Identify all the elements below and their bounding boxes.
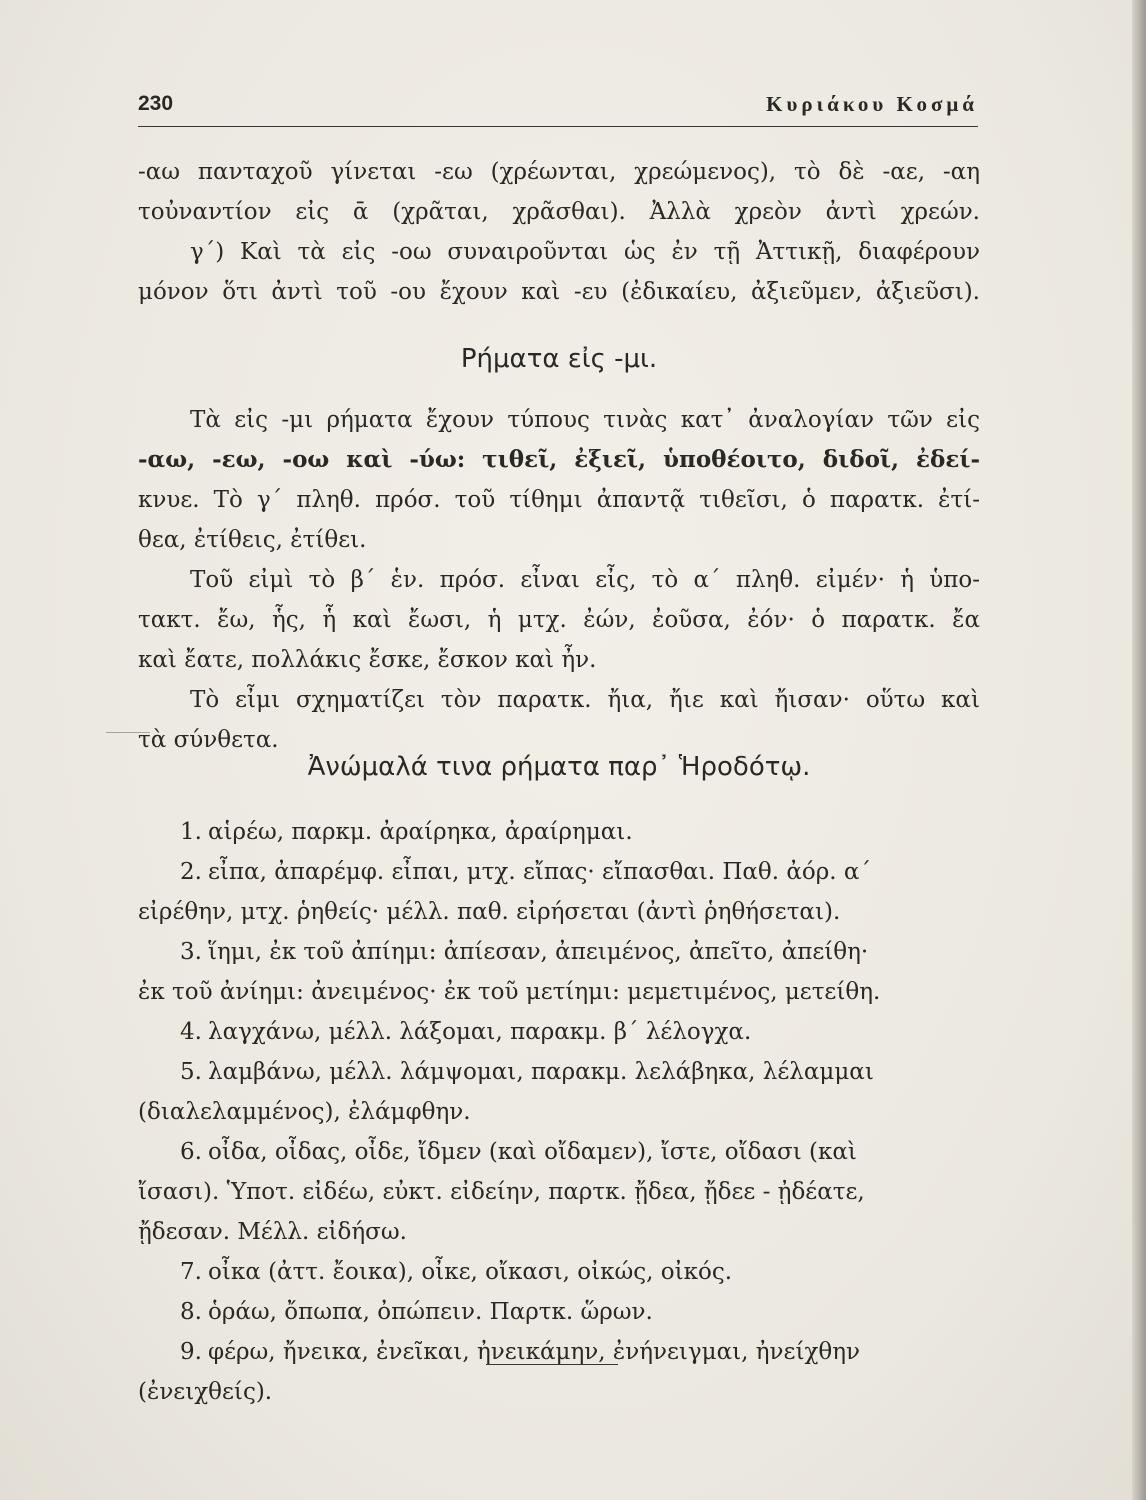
text-line: Τὸ εἶμι σχηματίζει τὸν παρατκ. ἤια, ἤιε καὶ ἤισαν· οὕτω καὶ [190,687,980,713]
text-line: Τὰ εἰς -μι ρήματα ἔχουν τύπους τινὰς κατ᾿ ἀναλογίαν τῶν εἰς [190,407,980,433]
list-number: 1. [180,819,202,845]
text-line: γ΄) Καὶ τὰ εἰς -οω συναιροῦνται ὡς ἐν τῇ Ἀττικῇ, διαφέρουν [190,239,980,265]
list-number: 7. [180,1259,202,1285]
mi-verbs-paragraph [138,400,980,760]
list-number: 2. [180,859,202,885]
list-number: 3. [180,939,202,965]
list-text: οἶκα (ἀττ. ἔοικα), οἶκε, οἴκασι, οἰκώς, οἰκός. [208,1259,733,1285]
list-number: 6. [180,1139,202,1165]
text-line: θεα, ἐτίθεις, ἐτίθει. [138,527,367,553]
intro-paragraph [138,152,980,312]
list-continuation: ἐκ τοῦ ἀνίημι: ἀνειμένος· ἐκ τοῦ μετίημι: μεμετιμένος, μετείθη. [138,979,881,1005]
list-text: λαγχάνω, μέλλ. λάξομαι, παρακμ. β΄ λέλογχα. [208,1019,752,1045]
text-line: μόνον ὅτι ἀντὶ τοῦ -ου ἔχουν καὶ -ευ (ἐδικαίευ, ἀξιεῦμεν, ἀξιεῦσι). [138,279,980,305]
list-text: λαμβάνω, μέλλ. λάμψομαι, παρακμ. λελάβηκα, λέλαμμαι [208,1059,874,1085]
list-item [138,1132,980,1172]
list-item [138,1292,980,1332]
list-item [138,1012,980,1052]
running-head [138,92,978,127]
list-item [138,1052,980,1092]
list-number: 4. [180,1019,202,1045]
page-edge-shadow [1132,0,1146,1500]
list-text: φέρω, ἤνεικα, ἐνεῖκαι, ἠνεικάμην, ἐνήνειγμαι, ἠνείχθην [208,1339,861,1365]
text-line: τοὐναντίον εἰς ᾱ (χρᾶται, χρᾶσθαι). Ἀλλὰ χρεὸν ἀντὶ χρεών. [138,199,980,225]
page-number: 230 [138,92,174,115]
list-continuation: (ἐνειχθείς). [138,1379,273,1405]
list-continuation: ᾔδεσαν. Μέλλ. εἰδήσω. [138,1219,407,1245]
list-item [138,812,980,852]
list-item [138,932,980,972]
text-line: κνυε. Τὸ γ΄ πληθ. πρόσ. τοῦ τίθημι ἀπαντᾷ τιθεῖσι, ὁ παρατκ. ἐτί- [138,487,980,513]
list-text: οἶδα, οἶδας, οἶδε, ἴδμεν (καὶ οἴδαμεν), ἴστε, οἴδασι (καὶ [208,1139,857,1165]
section-heading-irregular-verbs: Ἀνώμαλά τινα ρήματα παρ᾿ Ἡροδότῳ. [307,752,811,782]
list-item [138,852,980,892]
end-divider-rule [486,1364,618,1365]
list-text: ἵημι, ἐκ τοῦ ἀπίημι: ἀπίεσαν, ἀπειμένος, ἀπεῖτο, ἀπείθη· [208,939,869,965]
list-item [138,1332,980,1372]
section-heading-mi-verbs: Ρήματα εἰς -μι. [460,344,658,374]
text-line: -αω πανταχοῦ γίνεται -εω (χρέωνται, χρεώμενος), τὸ δὲ -αε, -αη [138,159,980,185]
scan-artifact-mark [106,732,150,733]
text-line: τὰ σύνθετα. [138,727,279,753]
text-line: -αω, -εω, -οω καὶ -ύω: τιθεῖ, ἐξιεῖ, ὑποθέοιτο, διδοῖ, ἐδεί- [138,446,980,473]
list-number: 8. [180,1299,202,1325]
irregular-verbs-list [138,812,980,1412]
text-line: τακτ. ἔω, ἧς, ἧ καὶ ἔωσι, ἡ μτχ. ἐών, ἐοῦσα, ἐόν· ὁ παρατκ. ἔα [138,607,980,633]
list-text: ὁράω, ὄπωπα, ὀπώπειν. Παρτκ. ὥρων. [208,1299,653,1325]
list-continuation: ἴσασι). Ὑποτ. εἰδέω, εὐκτ. εἰδείην, παρτκ. ᾔδεα, ᾔδεε - ᾐδέατε, [138,1179,865,1205]
list-text: αἱρέω, παρκμ. ἀραίρηκα, ἀραίρημαι. [208,819,633,845]
list-continuation: εἰρέθην, μτχ. ῥηθείς· μέλλ. παθ. εἰρήσεται (ἀντὶ ῥηθήσεται). [138,899,841,925]
list-number: 5. [180,1059,202,1085]
text-line: καὶ ἔατε, πολλάκις ἔσκε, ἔσκον καὶ ἦν. [138,647,597,673]
list-continuation: (διαλελαμμένος), ἐλάμφθην. [138,1099,471,1125]
text-line: Τοῦ εἰμὶ τὸ β΄ ἑν. πρόσ. εἶναι εἶς, τὸ α΄ πληθ. εἰμέν· ἡ ὑπο- [190,567,980,593]
running-title: Κυριάκου Κοσμά [766,92,978,116]
list-text: εἶπα, ἀπαρέμφ. εἶπαι, μτχ. εἴπας· εἴπασθαι. Παθ. ἀόρ. α΄ [208,859,871,885]
list-item [138,1252,980,1292]
list-number: 9. [180,1339,202,1365]
